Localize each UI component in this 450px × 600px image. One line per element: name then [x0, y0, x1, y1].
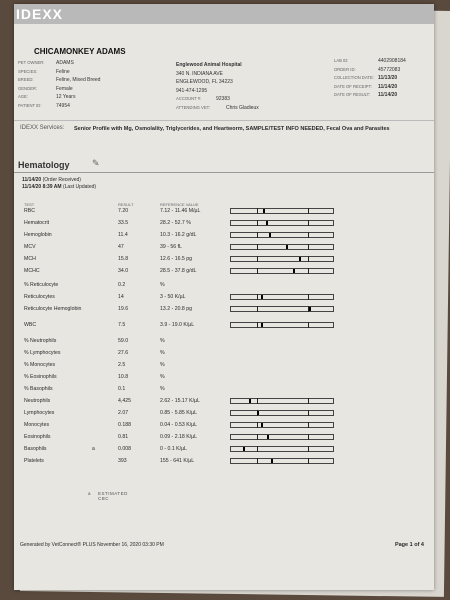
range-boundary	[308, 220, 309, 226]
pencil-note-icon: ✎	[92, 158, 100, 168]
range-boundary	[257, 244, 258, 250]
test-name: % Basophils	[24, 386, 53, 392]
range-bar	[230, 256, 334, 262]
result-value: 0.81	[118, 434, 129, 440]
result-value: 15.8	[118, 256, 129, 262]
result-value: 59.0	[118, 338, 129, 344]
test-name: Hemoglobin	[24, 232, 52, 238]
info-label: ORDER ID:	[334, 66, 356, 72]
result-marker	[243, 447, 245, 451]
test-name: Platelets	[24, 458, 44, 464]
patient-id-value: 74954	[56, 102, 70, 109]
owner-value: ADAMS	[56, 60, 74, 66]
result-marker	[249, 399, 251, 403]
result-value: 0.2	[118, 282, 126, 288]
section-divider	[14, 172, 434, 173]
range-bar	[230, 410, 334, 416]
services-band	[14, 120, 434, 145]
result-value: 2.5	[118, 362, 126, 368]
account-value: 92383	[216, 96, 230, 103]
range-boundary	[308, 232, 309, 238]
test-name: Neutrophils	[24, 398, 51, 404]
lab-id-value: 4402908184	[378, 58, 406, 64]
range-boundary	[308, 410, 309, 416]
test-name: Monocytes	[24, 422, 50, 428]
info-label: SPECIES:	[18, 68, 38, 74]
updated-date: 11/14/20 8:39 AM	[22, 184, 62, 190]
range-boundary	[308, 268, 309, 274]
test-name: MCH	[24, 256, 36, 262]
received-note: (Order Received)	[42, 177, 81, 183]
reference-range: 155 - 641 K/µL	[160, 458, 195, 464]
range-boundary	[257, 306, 258, 312]
range-bar	[230, 322, 334, 328]
species-value: Feline	[56, 68, 70, 75]
range-boundary	[257, 322, 258, 328]
info-label: AGE:	[18, 94, 29, 100]
services-label: IDEXX Services:	[20, 125, 65, 131]
range-bar	[230, 434, 334, 440]
services-text: Senior Profile with Mg, Osmolality, Triglycerides, and Heartworm, SAMPLE/TEST INFO NEEDED, Fecal Ova and Parasites	[74, 126, 390, 132]
reference-range: %	[160, 350, 165, 356]
reference-range: %	[160, 374, 165, 380]
received-date: 11/14/20	[22, 177, 42, 183]
result-value: 0.1	[118, 386, 126, 392]
updated-note: (Last Updated)	[62, 184, 97, 190]
patient-info	[18, 60, 100, 112]
lab-report-page	[14, 4, 434, 590]
column-header-result: RESULT	[118, 202, 134, 207]
result-value: 393	[118, 458, 127, 464]
range-boundary	[257, 434, 258, 440]
result-value: 11.4	[118, 232, 128, 238]
result-value: 0.188	[118, 422, 131, 428]
test-name: MCV	[24, 244, 36, 250]
receipt-date-value: 11/14/20	[378, 83, 398, 90]
reference-range: 39 - 56 fL	[160, 244, 182, 250]
info-label: COLLECTION DATE:	[334, 75, 374, 81]
range-boundary	[308, 434, 309, 440]
result-marker	[309, 307, 311, 311]
reference-range: %	[160, 386, 165, 392]
result-marker	[266, 221, 268, 225]
test-name: Hematocrit	[24, 220, 50, 226]
result-value: 27.6	[118, 350, 129, 356]
footnote-marker: a	[88, 491, 91, 496]
result-marker	[261, 423, 263, 427]
range-boundary	[257, 208, 258, 214]
range-boundary	[257, 294, 258, 300]
result-marker	[257, 411, 259, 415]
result-marker	[286, 245, 288, 249]
result-value: 7.5	[118, 322, 126, 328]
range-bar	[230, 220, 334, 226]
reference-range: %	[160, 362, 165, 368]
footnote-text: ESTIMATED CBC	[98, 491, 128, 501]
idexx-logo: IDEXX	[16, 6, 64, 22]
test-name: RBC	[24, 208, 35, 214]
column-header-test: TEST	[24, 202, 35, 207]
range-boundary	[308, 208, 309, 214]
result-marker	[293, 269, 295, 273]
collection-date-value: 11/13/20	[378, 75, 398, 82]
test-name: % Lymphocytes	[24, 350, 61, 356]
reference-range: 10.3 - 16.2 g/dL	[160, 232, 197, 238]
section-title: Hematology	[18, 160, 70, 170]
range-boundary	[257, 232, 258, 238]
test-name: % Reticulocyte	[24, 282, 59, 288]
reference-range: 7.12 - 11.46 M/µL	[160, 208, 201, 214]
test-name: % Neutrophils	[24, 338, 57, 344]
range-boundary	[257, 268, 258, 274]
range-boundary	[257, 422, 258, 428]
info-label: ACCOUNT #:	[176, 96, 202, 102]
result-marker	[261, 323, 263, 327]
reference-range: %	[160, 282, 165, 288]
result-value: 34.0	[118, 268, 129, 274]
generated-by: Generated by VetConnect® PLUS November 16, 2020 03:30 PM	[20, 542, 164, 548]
result-value: 0.008	[118, 446, 131, 452]
info-label: DATE OF RECEIPT:	[334, 83, 372, 89]
info-label: PATIENT ID:	[18, 102, 42, 108]
clinic-address-1: 340 N. INDIANA AVE	[176, 70, 223, 77]
reference-range: 28.2 - 52.7 %	[160, 220, 191, 226]
range-bar	[230, 244, 334, 250]
result-marker	[269, 233, 271, 237]
info-label: ATTENDING VET:	[176, 104, 210, 110]
range-bar	[230, 458, 334, 464]
range-boundary	[308, 446, 309, 452]
result-value: 19.6	[118, 306, 129, 312]
test-name: Reticulocyte Hemoglobin	[24, 306, 82, 312]
range-bar	[230, 294, 334, 300]
result-marker	[261, 295, 263, 299]
report-dates	[22, 177, 96, 191]
result-flag: a	[92, 446, 95, 452]
header-band	[14, 4, 434, 24]
clinic-phone: 941-474-1295	[176, 87, 208, 94]
reference-range: 0 - 0.1 K/µL	[160, 446, 187, 452]
reference-range: 12.6 - 16.5 pg	[160, 256, 193, 262]
result-value: 2.07	[118, 410, 129, 416]
range-boundary	[257, 446, 258, 452]
result-marker	[299, 257, 301, 261]
range-bar	[230, 232, 334, 238]
result-marker	[263, 209, 265, 213]
result-value: 33.5	[118, 220, 129, 226]
test-name: Basophils	[24, 446, 47, 452]
range-bar	[230, 268, 334, 274]
result-value: 14	[118, 294, 124, 300]
clinic-name: Englewood Animal Hospital	[176, 62, 242, 68]
reference-range: 13.2 - 20.8 pg	[160, 306, 193, 312]
range-boundary	[257, 398, 258, 404]
range-boundary	[308, 458, 309, 464]
test-name: Eosinophils	[24, 434, 51, 440]
test-name: Reticulocytes	[24, 294, 55, 300]
vet-value: Chris Gladieux	[226, 104, 259, 111]
range-boundary	[257, 220, 258, 226]
test-name: % Eosinophils	[24, 374, 57, 380]
test-name: MCHC	[24, 268, 40, 274]
result-date-value: 11/14/20	[378, 92, 398, 99]
info-label: BREED:	[18, 77, 34, 83]
result-value: 4,425	[118, 398, 131, 404]
range-boundary	[308, 256, 309, 262]
reference-range: %	[160, 338, 165, 344]
info-label: DATE OF RESULT:	[334, 92, 370, 98]
range-boundary	[308, 398, 309, 404]
range-bar	[230, 446, 334, 452]
range-boundary	[308, 322, 309, 328]
patient-name: CHICAMONKEY ADAMS	[34, 47, 126, 56]
range-bar	[230, 422, 334, 428]
order-info	[334, 58, 406, 101]
range-bar	[230, 306, 334, 312]
reference-range: 3.9 - 19.0 K/µL	[160, 322, 195, 328]
reference-range: 0.85 - 5.85 K/µL	[160, 410, 198, 416]
reference-range: 0.09 - 2.18 K/µL	[160, 434, 198, 440]
range-boundary	[257, 256, 258, 262]
info-label: PET OWNER:	[18, 60, 45, 65]
result-marker	[267, 435, 269, 439]
range-bar	[230, 208, 334, 214]
breed-value: Feline, Mixed Breed	[56, 77, 101, 84]
clinic-info	[176, 62, 259, 114]
clinic-address-2: ENGLEWOOD, FL 34223	[176, 79, 233, 86]
reference-range: 0.04 - 0.53 K/µL	[160, 422, 198, 428]
info-label: LAB ID:	[334, 58, 349, 63]
range-bar	[230, 398, 334, 404]
age-value: 12 Years	[56, 94, 76, 101]
result-value: 47	[118, 244, 124, 250]
test-name: WBC	[24, 322, 37, 328]
result-value: 10.8	[118, 374, 129, 380]
result-marker	[271, 459, 273, 463]
order-id-value: 45772083	[378, 66, 401, 73]
column-header-reference: REFERENCE VALUE	[160, 202, 199, 207]
page-number: Page 1 of 4	[394, 542, 424, 548]
reference-range: 2.62 - 15.17 K/µL	[160, 398, 200, 404]
reference-range: 28.5 - 37.8 g/dL	[160, 268, 197, 274]
test-name: % Monocytes	[24, 362, 56, 368]
result-value: 7.20	[118, 208, 129, 214]
test-name: Lymphocytes	[24, 410, 55, 416]
range-boundary	[308, 244, 309, 250]
range-boundary	[257, 458, 258, 464]
reference-range: 3 - 50 K/µL	[160, 294, 186, 300]
gender-value: Female	[56, 85, 73, 92]
range-boundary	[308, 422, 309, 428]
range-boundary	[308, 294, 309, 300]
info-label: GENDER:	[18, 85, 38, 91]
